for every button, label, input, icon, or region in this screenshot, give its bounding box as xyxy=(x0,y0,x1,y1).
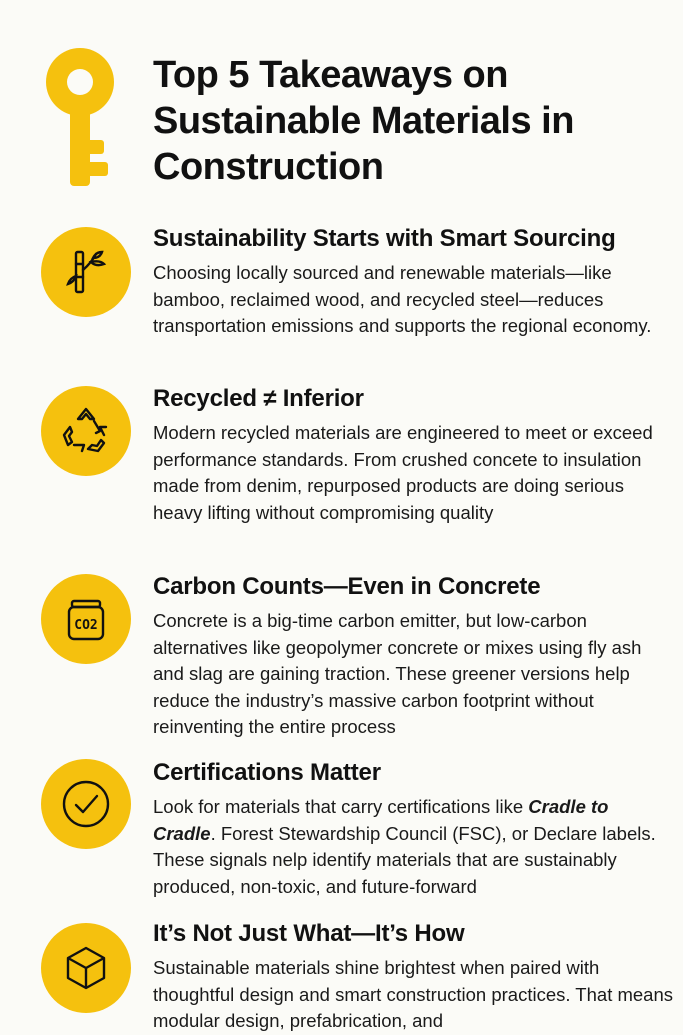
item-title: Certifications Matter xyxy=(153,759,381,786)
co2-label: CO2 xyxy=(74,618,98,633)
key-icon xyxy=(46,48,114,188)
bamboo-icon xyxy=(41,227,131,317)
checkmark-circle-icon xyxy=(41,759,131,849)
item-body: Choosing locally sourced and renewable materials—like bamboo, reclaimed wood, and recycled steel—reduces transportation emissions and supports the regional economy. xyxy=(153,262,652,336)
item-title: Carbon Counts—Even in Concrete xyxy=(153,573,541,600)
cradle-to-cradle-text: Cradle to Cradle xyxy=(153,796,609,844)
item-body-text: Look for materials that carry certifications like xyxy=(153,796,529,817)
item-body: Sustainable materials shine brightest when paired with thoughtful design and smart construction practices. That means modular design, prefabrication, and xyxy=(153,957,673,1031)
item-body xyxy=(153,794,673,900)
item-title: Recycled ≠ Inferior xyxy=(153,385,364,412)
recycle-icon xyxy=(41,386,131,476)
item-body: Modern recycled materials are engineered to meet or exceed performance standards. From crushed concete to insulation made from denim, repurposed products are doing serious heavy lifting without compromising quality xyxy=(153,422,653,523)
item-body-text: . Forest Stewardship Council (FSC), or Declare labels. These signals nelp identify materials that are sustainably produced, non-toxic, and future-forward xyxy=(153,822,656,897)
cube-icon xyxy=(41,923,131,1013)
item-body: Concrete is a big-time carbon emitter, but low-carbon alternatives like geopolymer concrete or mixes using fly ash and slag are gaining traction. These greener versions help reduce the industry’s massive carbon footprint without reinventing the entire process xyxy=(153,610,642,737)
co2-jar-icon xyxy=(41,574,131,664)
item-title: Sustainability Starts with Smart Sourcing xyxy=(153,225,616,252)
item-title: It’s Not Just What—It’s How xyxy=(153,920,465,947)
page-title: Top 5 Takeaways on Sustainable Materials in Construction xyxy=(153,54,574,188)
